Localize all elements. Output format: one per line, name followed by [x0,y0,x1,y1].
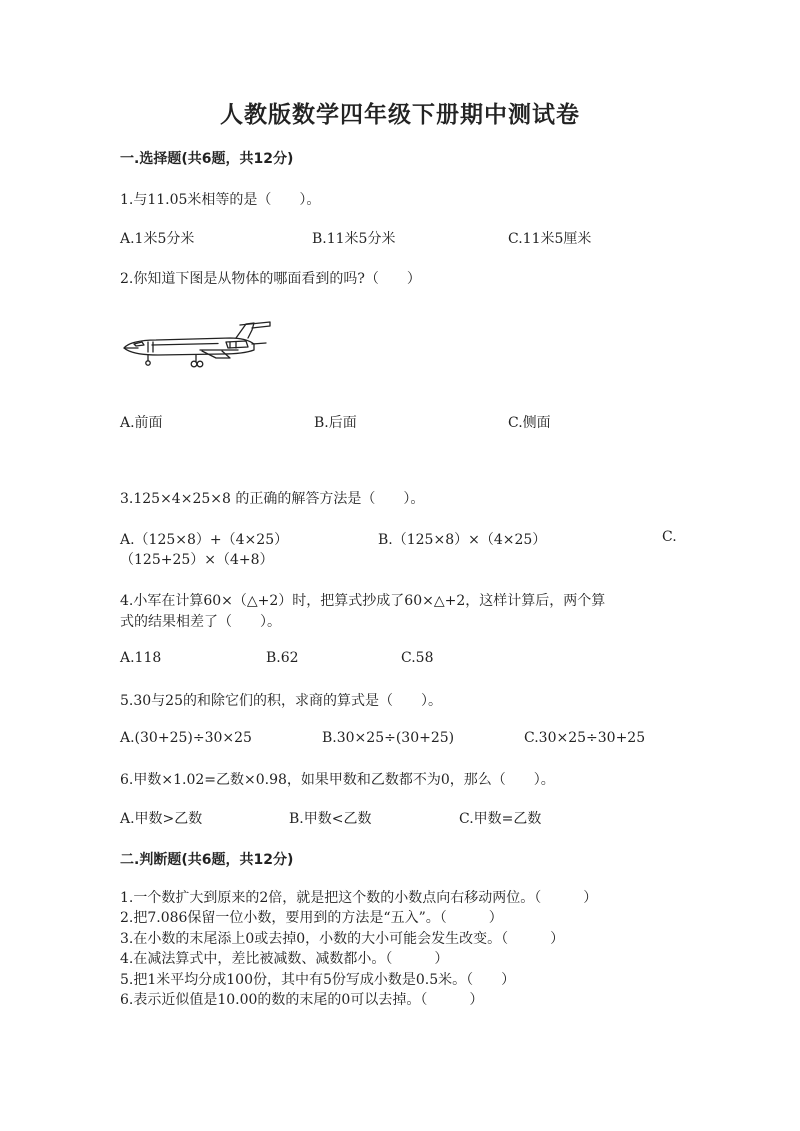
q3-option-c-label: C. [662,529,677,545]
judge-item-2: 2.把7.086保留一位小数，要用到的方法是“五入”。（ ） [120,910,503,926]
question-3: 3.125×4×25×8 的正确的解答方法是（ ）。 [120,491,425,507]
q6-option-c: C.甲数=乙数 [459,811,542,827]
q5-option-a: A.(30+25)÷30×25 [120,730,252,746]
question-6: 6.甲数×1.02=乙数×0.98，如果甲数和乙数都不为0，那么（ ）。 [120,772,555,788]
judge-item-1: 1.一个数扩大到原来的2倍，就是把这个数的小数点向右移动两位。（ ） [120,890,598,906]
q6-option-b: B.甲数<乙数 [289,811,372,827]
question-4-line-2: 式的结果相差了（ ）。 [120,614,281,630]
question-5: 5.30与25的和除它们的积，求商的算式是（ ）。 [120,693,442,709]
q3-option-c: （125+25）×（4+8） [120,552,274,568]
q1-option-a: A.1米5分米 [120,231,195,247]
judge-item-5: 5.把1米平均分成100份，其中有5份写成小数是0.5米。（ ） [120,972,516,988]
q5-option-c: C.30×25÷30+25 [524,730,646,746]
judge-item-3: 3.在小数的末尾添上0或去掉0，小数的大小可能会发生改变。（ ） [120,931,565,947]
section-heading-choice: 一.选择题(共6题，共12分) [120,151,294,167]
q2-option-a: A.前面 [120,415,163,431]
judge-item-4: 4.在减法算式中，差比被减数、减数都小。（ ） [120,951,449,967]
q4-option-b: B.62 [266,650,299,666]
q3-option-b: B.（125×8）×（4×25） [378,532,547,548]
q1-option-c: C.11米5厘米 [508,231,592,247]
airplane-icon [118,320,274,372]
question-1: 1.与11.05米相等的是（ ）。 [120,192,321,208]
q4-option-c: C.58 [401,650,434,666]
q6-option-a: A.甲数>乙数 [120,811,203,827]
page-title: 人教版数学四年级下册期中测试卷 [220,102,580,128]
q2-option-c: C.侧面 [508,415,551,431]
q4-option-a: A.118 [120,650,162,666]
q3-option-a: A.（125×8）+（4×25） [120,532,289,548]
q5-option-b: B.30×25÷(30+25) [322,730,455,746]
question-4-line-1: 4.小军在计算60×（△+2）时，把算式抄成了60×△+2，这样计算后，两个算 [120,593,606,609]
question-2: 2.你知道下图是从物体的哪面看到的吗?（ ） [120,271,421,287]
section-heading-judge: 二.判断题(共6题，共12分) [120,852,294,868]
judge-item-6: 6.表示近似值是10.00的数的末尾的0可以去掉。（ ） [120,992,484,1008]
q2-option-b: B.后面 [314,415,357,431]
q1-option-b: B.11米5分米 [312,231,396,247]
